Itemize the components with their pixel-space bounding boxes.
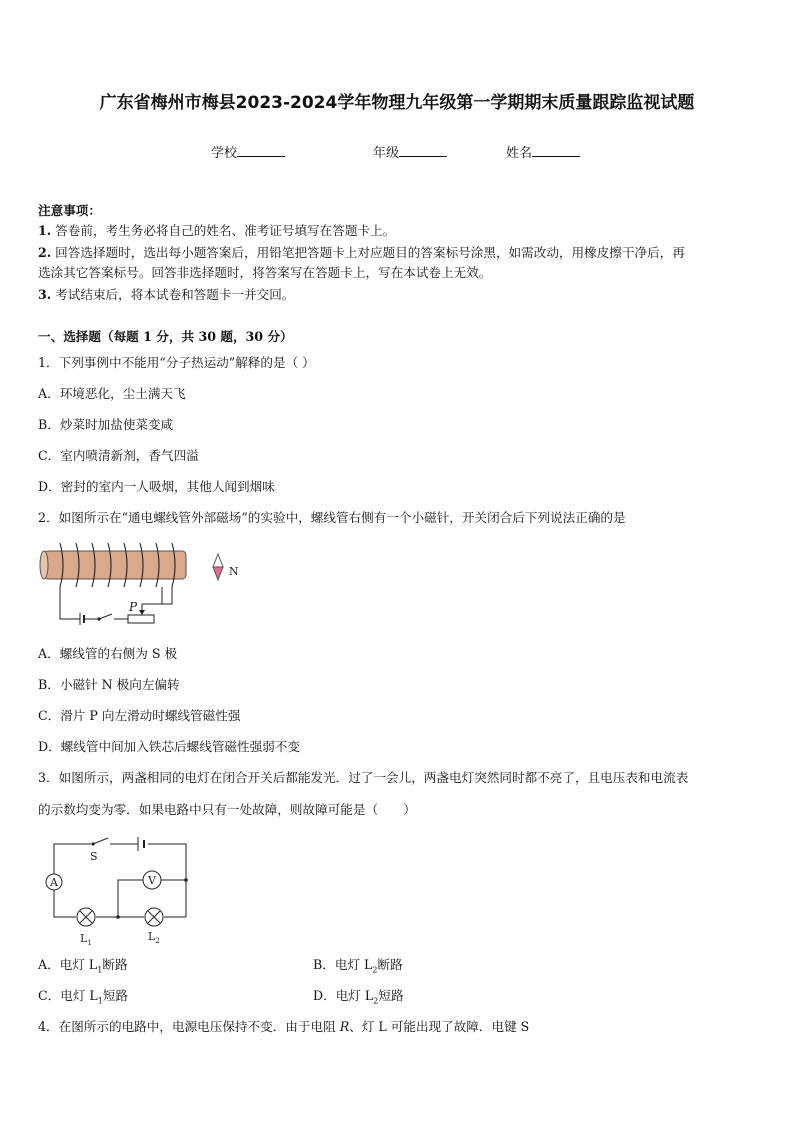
name-label: 姓名 bbox=[506, 146, 533, 161]
note-item-2-continued: 选涂其它答案标号。回答非选择题时，将答案写在答题卡上，写在本试卷上无效。 bbox=[38, 265, 492, 280]
q1-option-d[interactable]: D．密封的室内一人吸烟，其他人闻到烟味 bbox=[38, 479, 275, 494]
note-1-text: 答卷前，考生务必将自己的姓名、准考证号填写在答题卡上。 bbox=[55, 223, 396, 238]
lamp-l2 bbox=[145, 908, 163, 926]
wire-left bbox=[60, 587, 80, 619]
name-blank[interactable] bbox=[532, 144, 580, 157]
ammeter-label: A bbox=[50, 876, 58, 889]
lamp-l1 bbox=[77, 908, 95, 926]
q3-option-c[interactable]: C．电灯 $L_1$短路 bbox=[38, 988, 129, 1006]
q1-stem: 1．下列事例中不能用“分子热运动”解释的是（ ） bbox=[38, 355, 315, 370]
q4-stem: 4．在图所示的电路中，电源电压保持不变．由于电阻 R、灯 L 可能出现了故障．电键 S bbox=[38, 1019, 530, 1034]
circuit-wires bbox=[54, 844, 186, 917]
q2-option-b[interactable]: B．小磁针 N 极向左偏转 bbox=[38, 677, 180, 692]
wire-slider bbox=[142, 587, 162, 604]
q3-stem-line1: 3．如图所示，两盏相同的电灯在闭合开关后都能发光．过了一会儿，两盏电灯突然同时都不亮了，且电压表和电流表 bbox=[38, 770, 689, 785]
q2-stem: 2．如图所示在“通电螺线管外部磁场”的实验中，螺线管右侧有一个小磁针，开关闭合后下列说法正确的是 bbox=[38, 510, 626, 525]
switch-blade[interactable] bbox=[99, 614, 112, 619]
q3-stem-line2: 的示数均变为零．如果电路中只有一处故障，则故障可能是（ ） bbox=[38, 802, 416, 817]
q1-option-c[interactable]: C．室内喷清新剂，香气四溢 bbox=[38, 448, 199, 463]
q1-option-a[interactable]: A．环境恶化，尘土满天飞 bbox=[38, 386, 186, 401]
note-item-1 bbox=[38, 223, 395, 239]
school-label: 学校 bbox=[211, 146, 238, 161]
rheostat bbox=[128, 615, 154, 623]
grade-field[interactable] bbox=[373, 142, 447, 161]
switch-s-label: S bbox=[90, 850, 98, 863]
voltmeter-label: V bbox=[148, 874, 156, 887]
junction-dot-left bbox=[116, 915, 120, 919]
notes-heading: 注意事项： bbox=[38, 203, 101, 218]
q2-option-d[interactable]: D．螺线管中间加入铁芯后螺线管磁性强弱不变 bbox=[38, 739, 300, 754]
solenoid-figure bbox=[36, 538, 256, 633]
note-3-text: 考试结束后，将本试卷和答题卡一并交回。 bbox=[55, 287, 295, 302]
q3-option-d[interactable]: D．电灯 $L_2$短路 bbox=[313, 988, 404, 1006]
note-3-number: 3. bbox=[38, 287, 52, 302]
compass-n-label: N bbox=[229, 565, 239, 578]
note-item-2 bbox=[38, 245, 685, 261]
solenoid-end bbox=[40, 551, 48, 579]
solenoid-tube bbox=[44, 551, 186, 579]
page-title: 广东省梅州市梅县2023-2024学年物理九年级第一学期期末质量跟踪监视试题 bbox=[99, 93, 695, 113]
slider-p-label: P bbox=[129, 600, 138, 614]
note-item-3 bbox=[38, 287, 294, 303]
section-heading: 一、选择题（每题 1 分，共 30 题，30 分） bbox=[38, 329, 293, 344]
q3-option-b[interactable]: B．电灯 $L_2$断路 bbox=[313, 957, 403, 975]
note-2-text: 回答选择题时，选出每小题答案后，用铅笔把答题卡上对应题目的答案标号涂黑，如需改动，用橡皮擦干净后，再 bbox=[55, 245, 685, 260]
school-blank[interactable] bbox=[237, 144, 285, 157]
slider-arrow bbox=[139, 610, 145, 615]
q2-option-c[interactable]: C．滑片 P 向左滑动时螺线管磁性强 bbox=[38, 708, 241, 723]
compass-needle-bottom bbox=[213, 567, 223, 580]
school-field[interactable] bbox=[211, 142, 285, 161]
switch-s[interactable] bbox=[93, 838, 108, 844]
wire-right bbox=[162, 587, 172, 604]
circuit-figure bbox=[36, 832, 206, 948]
junction-dot-right bbox=[184, 878, 188, 882]
note-2-number: 2. bbox=[38, 245, 52, 260]
q1-option-b[interactable]: B．炒菜时加盐使菜变咸 bbox=[38, 417, 174, 432]
name-field[interactable] bbox=[506, 142, 580, 161]
note-1-number: 1. bbox=[38, 223, 52, 238]
compass-needle-top bbox=[213, 554, 223, 567]
lamp-l2-label: $L_2$ bbox=[148, 930, 160, 945]
q3-option-a[interactable]: A．电灯 $L_1$断路 bbox=[38, 957, 128, 975]
grade-label: 年级 bbox=[373, 146, 400, 161]
grade-blank[interactable] bbox=[399, 144, 447, 157]
lamp-l1-label: $L_1$ bbox=[80, 932, 92, 947]
q2-option-a[interactable]: A．螺线管的右侧为 S 极 bbox=[38, 646, 178, 661]
